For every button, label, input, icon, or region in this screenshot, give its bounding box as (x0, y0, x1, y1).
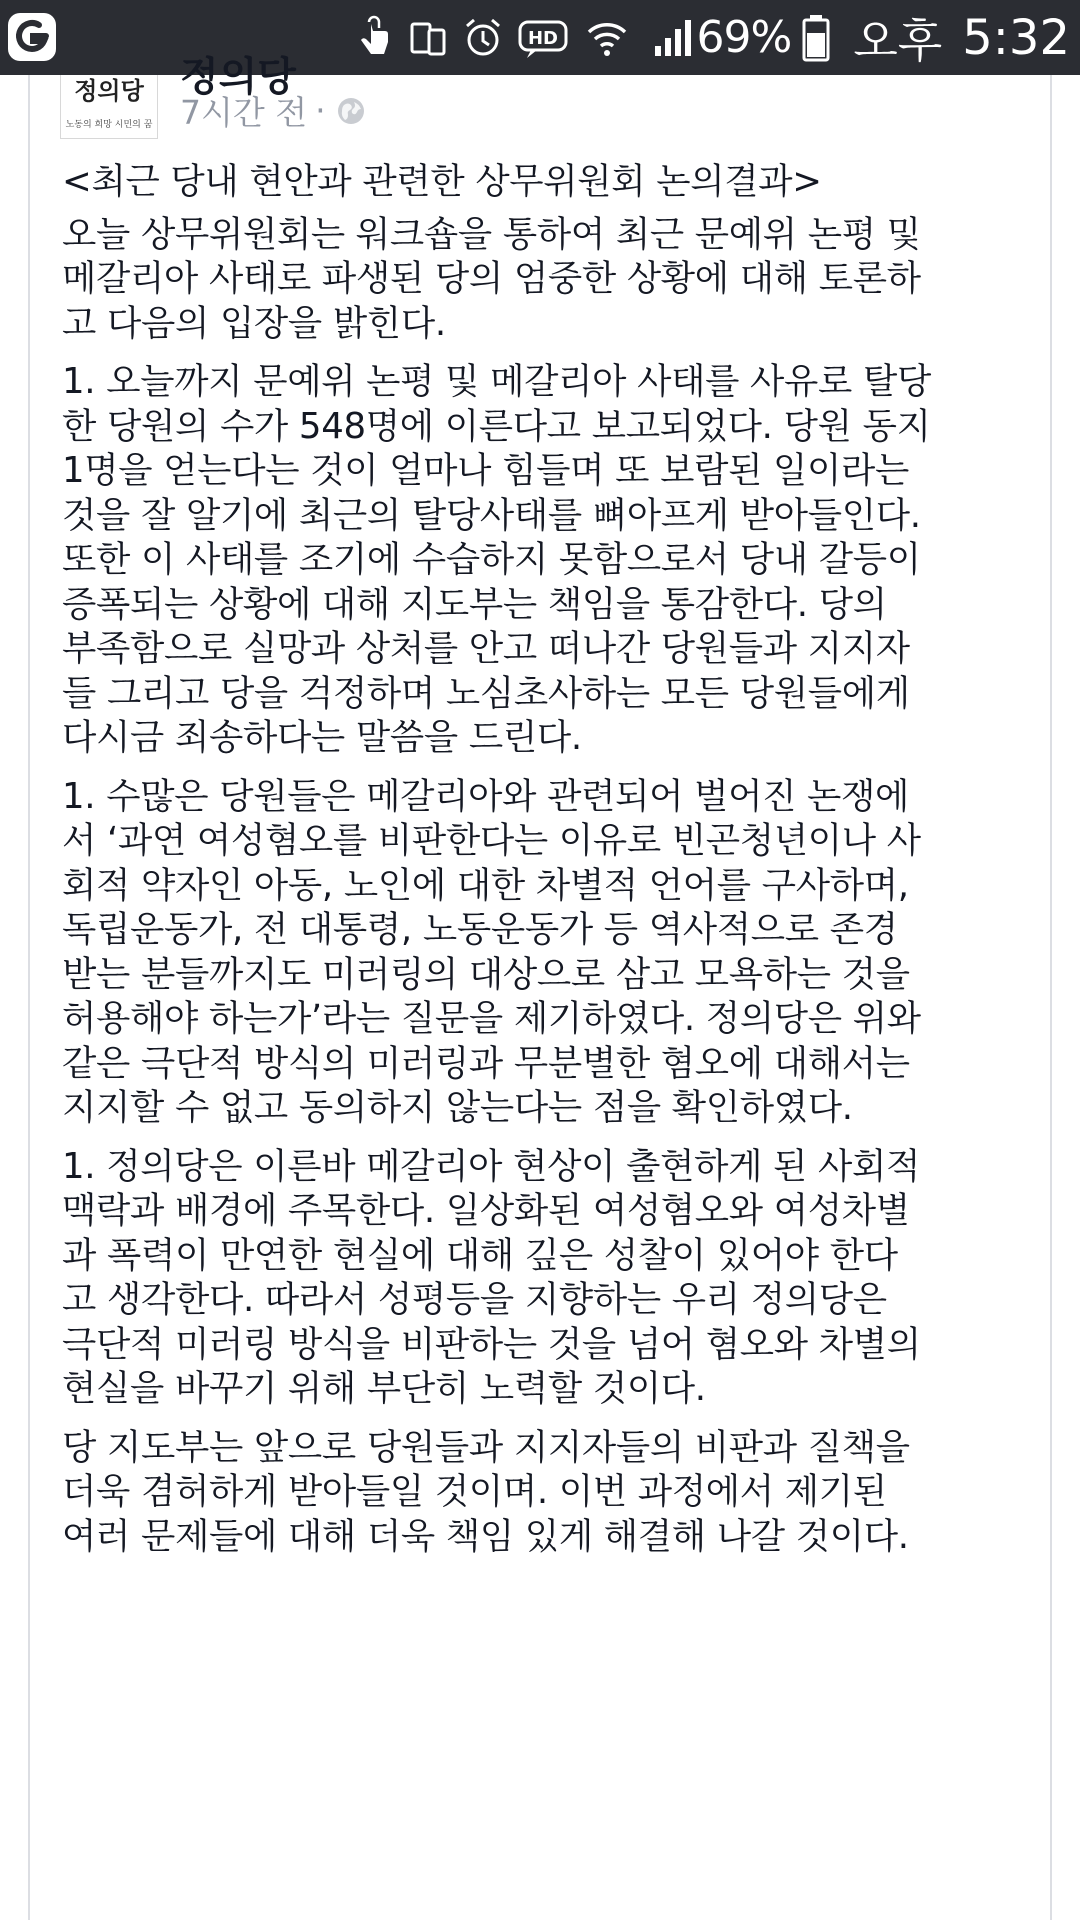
post-paragraph-closing: 당 지도부는 앞으로 당원들과 지지자들의 비판과 질책을 더욱 겸허하게 받아들일 것이며. 이번 과정에서 제기된 여러 문제들에 대해 더욱 책임 있게 해결해 나갈 것이다. (62, 1426, 910, 1557)
svg-text:HD: HD (527, 27, 558, 49)
globe-icon[interactable] (336, 96, 366, 126)
app-notification-icon (6, 11, 58, 63)
touch-icon (355, 16, 395, 60)
post-paragraph-intro: 오늘 상무위원회는 워크숍을 통하여 최근 문예위 논평 및 메갈리아 사태로 파생된 당의 엄중한 상황에 대해 토론하 고 다음의 입장을 밝힌다. (62, 213, 921, 344)
status-icons (341, 0, 1070, 75)
battery-icon (801, 13, 831, 63)
status-bar (0, 0, 1080, 75)
signal-icon (653, 16, 695, 60)
battery-percent: 69% (696, 12, 792, 63)
clock-time: 5:32 (962, 9, 1070, 66)
page-avatar[interactable] (60, 75, 158, 139)
post-paragraph-1: 1. 오늘까지 문예위 논평 및 메갈리아 사태를 사유로 탈당 한 당원의 수가 548명에 이른다고 보고되었다. 당원 동지 1명을 얻는다는 것이 얼마나 힘들며 또 보람된 일이라는 것을 잘 알기에 최근의 탈당사태를 뼈아프게 받아들인다. 또한 이 사태를 조기에 수습하지 못함으로서 당내 갈등이 증폭되는 상황에 대해 지도부는 책임을 통감한다. 당의 부족함으로 실망과 상처를 안고 떠나간 당원들과 지지자 들 그리고 당을 걱정하며 노심초사하는 모든 당원들에게 다시금 죄송하다는 말씀을 드린다. (62, 361, 931, 758)
post-timestamp[interactable]: 7시간 전 (180, 93, 308, 132)
post-paragraph-2: 1. 수많은 당원들은 메갈리아와 관련되어 벌어진 논쟁에 서 ‘과연 여성혐오를 비판한다는 이유로 빈곤청년이나 사 회적 약자인 아동, 노인에 대한 차별적 언어를 구사하며, 독립운동가, 전 대통령, 노동운동가 등 역사적으로 존경 받는 분들까지도 미러링의 대상으로 삼고 모욕하는 것을 허용해야 하는가’라는 질문을 제기하였다. 정의당은 위와 같은 극단적 방식의 미러링과 무분별한 혐오에 대해서는 지지할 수 없고 동의하지 않는다는 점을 확인하였다. (62, 775, 921, 1128)
page-name[interactable]: 정의당 (180, 54, 296, 100)
hd-voice-icon (517, 16, 573, 60)
post-title: <최근 당내 현안과 관련한 상무위원회 논의결과> (62, 161, 822, 202)
post-card (28, 54, 1052, 1920)
avatar-slogan: 노동의 희망 시민의 꿈 (65, 120, 153, 130)
clock-ampm: 오후 (853, 13, 943, 68)
meta-separator: · (315, 91, 326, 130)
post-meta (180, 87, 366, 134)
post-paragraph-3: 1. 정의당은 이른바 메갈리아 현상이 출현하게 된 사회적 맥락과 배경에 주목한다. 일상화된 여성혐오와 여성차별 과 폭력이 만연한 현실에 대해 깊은 성찰이 있어야 한다 고 생각한다. 따라서 성평등을 지향하는 우리 정의당은 극단적 미러링 방식을 비판하는 것을 넘어 혐오와 차별의 현실을 바꾸기 위해 부단히 노력할 것이다. (62, 1145, 921, 1409)
alarm-icon (463, 16, 503, 60)
devices-icon (409, 16, 449, 60)
avatar-logo-text: 정의당 (74, 77, 144, 105)
wifi-icon (587, 16, 627, 60)
post-body (62, 160, 1052, 1573)
